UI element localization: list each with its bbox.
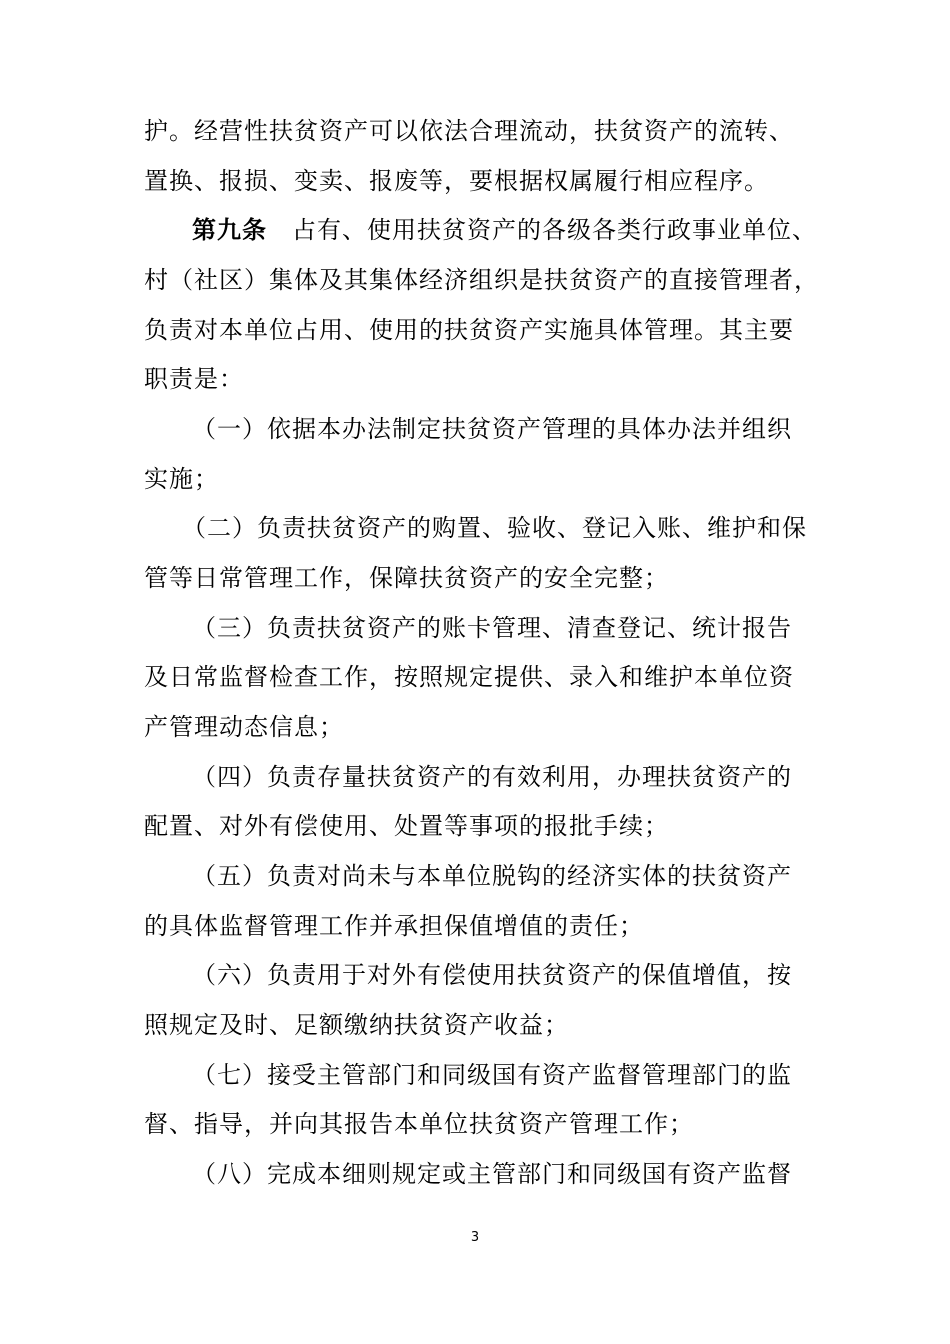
text-line: 护。经营性扶贫资产可以依法合理流动，扶贫资产的流转、: [144, 117, 794, 145]
text-line: 管等日常管理工作，保障扶贫资产的安全完整；: [144, 564, 669, 592]
article-nine-line: [192, 215, 862, 245]
text-line: 村（社区）集体及其集体经济组织是扶贫资产的直接管理者，: [144, 266, 819, 294]
list-item-5: （五）负责对尚未与本单位脱钩的经济实体的扶贫资产: [192, 862, 792, 890]
text-line: 职责是：: [144, 365, 244, 393]
list-item-3: （三）负责扶贫资产的账卡管理、清查登记、统计报告: [192, 614, 792, 642]
article-nine-heading: 第九条: [192, 216, 267, 244]
list-item-8: （八）完成本细则规定或主管部门和同级国有资产监督: [192, 1160, 792, 1188]
list-item-1: （一）依据本办法制定扶贫资产管理的具体办法并组织: [192, 415, 792, 443]
text-line: 及日常监督检查工作，按照规定提供、录入和维护本单位资: [144, 663, 794, 691]
text-line: 的具体监督管理工作并承担保值增值的责任；: [144, 912, 644, 940]
page-number: 3: [470, 1230, 480, 1245]
text-line: 负责对本单位占用、使用的扶贫资产实施具体管理。其主要: [144, 316, 794, 344]
list-item-2: （二）负责扶贫资产的购置、验收、登记入账、维护和保: [182, 514, 807, 542]
list-item-7: （七）接受主管部门和同级国有资产监督管理部门的监: [192, 1061, 792, 1089]
text-line: 产管理动态信息；: [144, 713, 344, 741]
text-line: 照规定及时、足额缴纳扶贫资产收益；: [144, 1011, 569, 1039]
list-item-4: （四）负责存量扶贫资产的有效利用，办理扶贫资产的: [192, 763, 792, 791]
list-item-6: （六）负责用于对外有偿使用扶贫资产的保值增值，按: [192, 961, 792, 989]
text-line: 督、指导，并向其报告本单位扶贫资产管理工作；: [144, 1110, 694, 1138]
text-line: 配置、对外有偿使用、处置等事项的报批手续；: [144, 812, 669, 840]
text-line: 实施；: [144, 465, 219, 493]
text-line: 置换、报损、变卖、报废等，要根据权属履行相应程序。: [144, 167, 769, 195]
article-nine-text: 占有、使用扶贫资产的各级各类行政事业单位、: [292, 216, 817, 244]
